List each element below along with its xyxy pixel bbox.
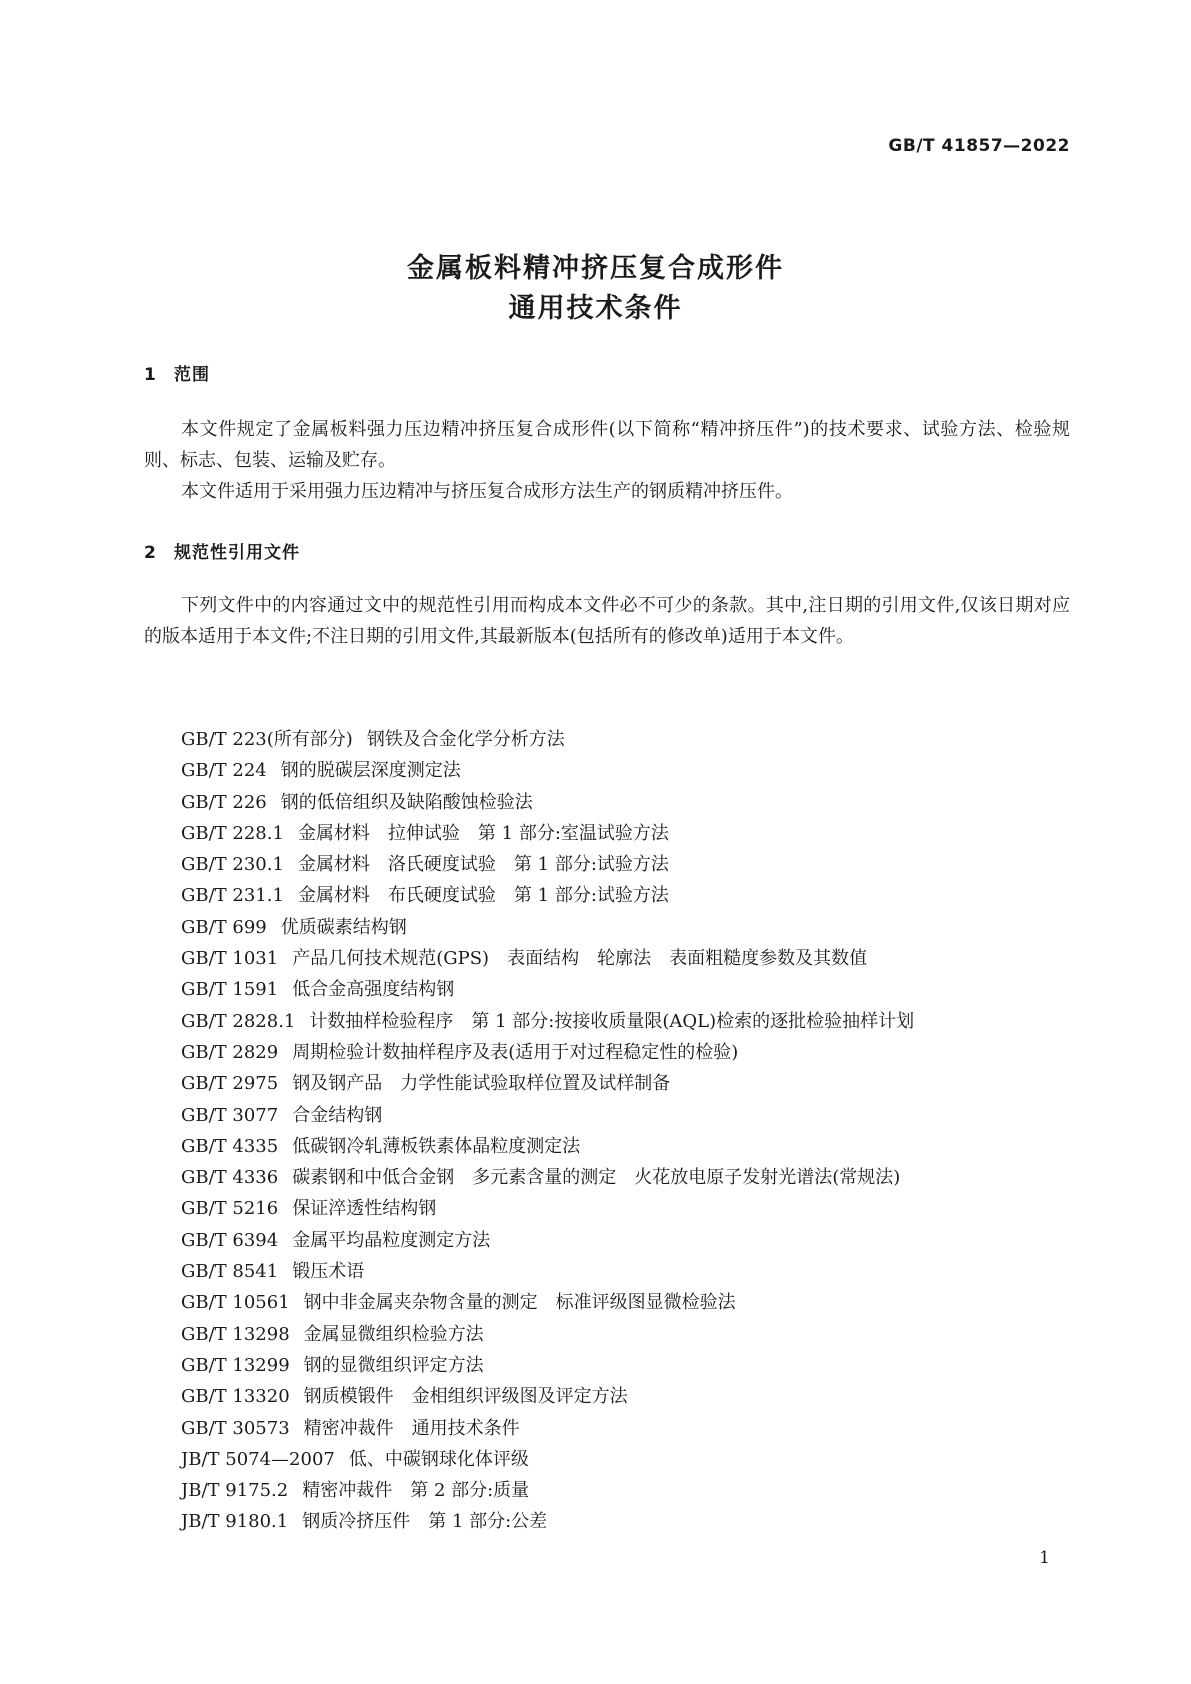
section-2-title: 规范性引用文件 bbox=[174, 543, 300, 563]
reference-item bbox=[181, 1381, 1081, 1412]
reference-title: 钢质冷挤压件 第 1 部分:公差 bbox=[302, 1511, 548, 1533]
reference-code: GB/T 224 bbox=[181, 760, 267, 782]
reference-title: 低、中碳钢球化体评级 bbox=[348, 1448, 529, 1470]
reference-title: 产品几何技术规范(GPS) 表面结构 轮廓法 表面粗糙度参数及其数值 bbox=[292, 948, 868, 970]
reference-code: GB/T 3077 bbox=[181, 1104, 279, 1126]
reference-item bbox=[181, 1131, 1081, 1162]
reference-code: GB/T 13298 bbox=[181, 1323, 290, 1345]
reference-item bbox=[181, 1506, 1081, 1537]
reference-item bbox=[181, 943, 1081, 974]
reference-code: GB/T 231.1 bbox=[181, 885, 284, 907]
reference-code: JB/T 9175.2 bbox=[181, 1480, 289, 1502]
section-2-heading bbox=[144, 538, 300, 563]
reference-code: GB/T 10561 bbox=[181, 1292, 290, 1314]
reference-code: GB/T 223(所有部分) bbox=[181, 729, 353, 750]
reference-title: 低碳钢冷轧薄板铁素体晶粒度测定法 bbox=[292, 1135, 581, 1157]
reference-title: 钢的低倍组织及缺陷酸蚀检验法 bbox=[280, 791, 533, 813]
reference-code: GB/T 2975 bbox=[181, 1073, 279, 1095]
reference-code: GB/T 699 bbox=[181, 916, 267, 938]
reference-title: 金属材料 布氏硬度试验 第 1 部分:试验方法 bbox=[297, 885, 669, 907]
reference-item bbox=[181, 849, 1081, 880]
reference-item bbox=[181, 1475, 1081, 1506]
section-1-heading bbox=[144, 360, 210, 385]
reference-list bbox=[181, 724, 1081, 1538]
section-1-paragraph-1: 本文件规定了金属板料强力压边精冲挤压复合成形件(以下简称“精冲挤压件”)的技术要求、试验方法、检验规则、标志、包装、运输及贮存。 bbox=[144, 419, 1070, 471]
reference-title: 低合金高强度结构钢 bbox=[292, 979, 455, 1001]
reference-title: 优质碳素结构钢 bbox=[280, 916, 407, 938]
reference-title: 钢及钢产品 力学性能试验取样位置及试样制备 bbox=[292, 1073, 671, 1095]
reference-item bbox=[181, 1068, 1081, 1099]
document-title-line2: 通用技术条件 bbox=[508, 293, 683, 324]
reference-item bbox=[181, 1100, 1081, 1131]
reference-item bbox=[181, 1287, 1081, 1318]
reference-title: 钢的脱碳层深度测定法 bbox=[280, 760, 461, 782]
reference-code: GB/T 5216 bbox=[181, 1198, 279, 1220]
reference-item bbox=[181, 912, 1081, 943]
reference-item bbox=[181, 1444, 1081, 1475]
reference-item bbox=[181, 1225, 1081, 1256]
reference-item bbox=[181, 880, 1081, 911]
section-1-title: 范围 bbox=[174, 365, 210, 385]
reference-code: GB/T 1591 bbox=[181, 979, 279, 1001]
reference-item bbox=[181, 1413, 1081, 1444]
reference-title: 精密冲裁件 第 2 部分:质量 bbox=[302, 1480, 530, 1502]
reference-item bbox=[181, 1319, 1081, 1350]
reference-code: GB/T 2829 bbox=[181, 1041, 279, 1063]
reference-title: 钢的显微组织评定方法 bbox=[303, 1354, 484, 1376]
reference-title: 金属平均晶粒度测定方法 bbox=[292, 1229, 491, 1251]
reference-title: 保证淬透性结构钢 bbox=[292, 1198, 437, 1220]
reference-title: 金属材料 洛氏硬度试验 第 1 部分:试验方法 bbox=[297, 854, 669, 876]
reference-code: GB/T 8541 bbox=[181, 1261, 279, 1283]
page-number: 1 bbox=[1039, 1548, 1050, 1568]
reference-code: GB/T 2828.1 bbox=[181, 1010, 296, 1032]
reference-item bbox=[181, 1256, 1081, 1287]
reference-title: 钢质模锻件 金相组织评级图及评定方法 bbox=[303, 1386, 628, 1408]
reference-item bbox=[181, 755, 1081, 786]
reference-title: 钢中非金属夹杂物含量的测定 标准评级图显微检验法 bbox=[303, 1292, 736, 1314]
reference-title: 周期检验计数抽样程序及表(适用于对过程稳定性的检验) bbox=[292, 1041, 739, 1063]
reference-item bbox=[181, 1350, 1081, 1381]
reference-code: GB/T 6394 bbox=[181, 1229, 279, 1251]
reference-code: GB/T 4336 bbox=[181, 1167, 279, 1189]
standard-code: GB/T 41857—2022 bbox=[888, 136, 1070, 156]
reference-code: GB/T 230.1 bbox=[181, 854, 284, 876]
section-2-number: 2 bbox=[144, 543, 157, 563]
reference-code: GB/T 226 bbox=[181, 791, 267, 813]
reference-item bbox=[181, 724, 1081, 755]
reference-item bbox=[181, 1193, 1081, 1224]
reference-item bbox=[181, 1006, 1081, 1037]
reference-title: 锻压术语 bbox=[292, 1261, 365, 1283]
reference-title: 碳素钢和中低合金钢 多元素含量的测定 火花放电原子发射光谱法(常规法) bbox=[292, 1167, 901, 1189]
reference-code: JB/T 5074—2007 bbox=[181, 1448, 335, 1470]
reference-title: 金属显微组织检验方法 bbox=[303, 1323, 484, 1345]
section-2-intro: 下列文件中的内容通过文中的规范性引用而构成本文件必不可少的条款。其中,注日期的引用文件,仅该日期对应的版本适用于本文件;不注日期的引用文件,其最新版本(包括所有的修改单)适用于本文件。 bbox=[144, 595, 1070, 647]
reference-title: 合金结构钢 bbox=[292, 1104, 383, 1126]
reference-code: GB/T 13320 bbox=[181, 1386, 290, 1408]
reference-code: GB/T 228.1 bbox=[181, 822, 284, 844]
reference-title: 金属材料 拉伸试验 第 1 部分:室温试验方法 bbox=[297, 822, 669, 844]
reference-title: 计数抽样检验程序 第 1 部分:按接收质量限(AQL)检索的逐批检验抽样计划 bbox=[309, 1010, 915, 1032]
reference-code: JB/T 9180.1 bbox=[181, 1511, 289, 1533]
reference-title: 钢铁及合金化学分析方法 bbox=[366, 729, 565, 750]
reference-code: GB/T 4335 bbox=[181, 1135, 279, 1157]
reference-code: GB/T 30573 bbox=[181, 1417, 290, 1439]
reference-item bbox=[181, 1037, 1081, 1068]
reference-item bbox=[181, 818, 1081, 849]
reference-code: GB/T 1031 bbox=[181, 948, 279, 970]
reference-item bbox=[181, 974, 1081, 1005]
document-title-line1: 金属板料精冲挤压复合成形件 bbox=[407, 253, 784, 284]
reference-item bbox=[181, 787, 1081, 818]
reference-code: GB/T 13299 bbox=[181, 1354, 290, 1376]
reference-title: 精密冲裁件 通用技术条件 bbox=[303, 1417, 520, 1439]
reference-item bbox=[181, 1162, 1081, 1193]
section-1-paragraph-2: 本文件适用于采用强力压边精冲与挤压复合成形方法生产的钢质精冲挤压件。 bbox=[181, 481, 793, 502]
section-1-number: 1 bbox=[144, 365, 157, 385]
